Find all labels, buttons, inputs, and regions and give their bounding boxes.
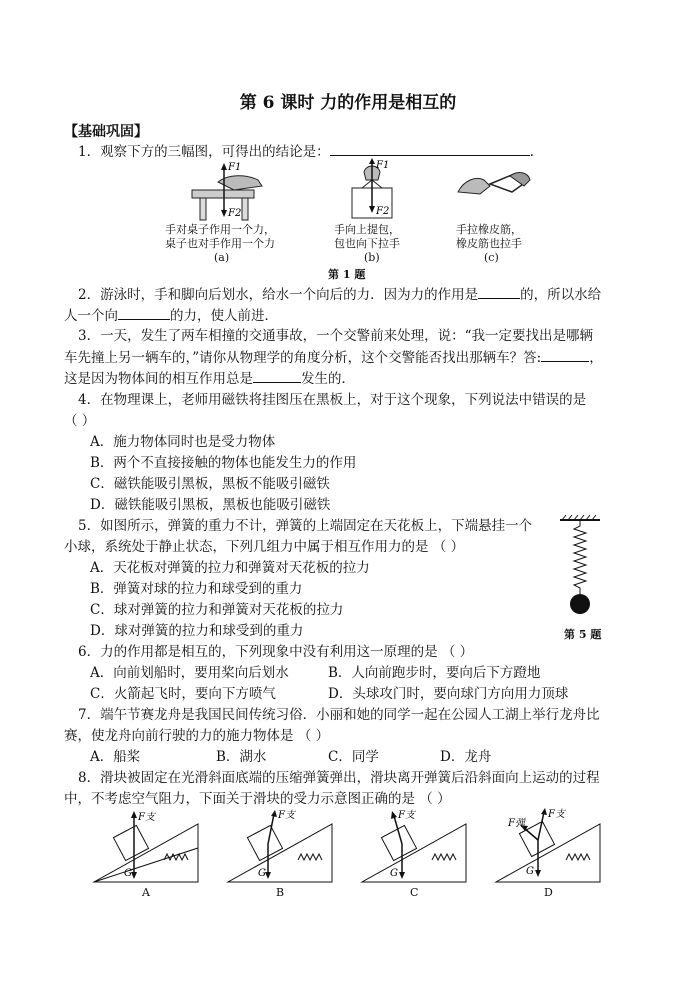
q3-text-c: 这是因为物体间的相互作用总是	[64, 371, 253, 387]
q1-caption-b	[334, 223, 400, 251]
q1-answer-blank[interactable]	[330, 141, 530, 156]
q3-text-d: 发生的．	[301, 371, 355, 387]
question-6-line-1: 6．力的作用都是相互的，下列现象中没有利用这一原理的是 （ ）	[78, 644, 474, 660]
q8-label-a: A	[142, 886, 150, 899]
q8d-g-label: G	[526, 866, 534, 877]
question-4-line-2: （ ）	[64, 413, 96, 429]
q2-text-c: 人一个向	[64, 308, 118, 324]
q6-option-a[interactable]: A．向前划船时，要用桨向后划水	[90, 665, 289, 681]
q8a-f-label: F支	[138, 812, 155, 823]
q5-option-d[interactable]: D．球对弹簧的拉力和球受到的重力	[90, 623, 304, 639]
q7-option-d[interactable]: D．龙舟	[440, 749, 492, 765]
q1c-cap-line2: 橡皮筋也拉手	[456, 237, 522, 250]
q1-figure-caption: 第 1 题	[328, 268, 366, 281]
q5-option-b[interactable]: B．弹簧对球的拉力和球受到的重力	[90, 581, 303, 597]
question-8-line-1: 8．滑块被固定在光滑斜面底端的压缩弹簧弹出，滑块离开弹簧后沿斜面向上运动的过程	[78, 770, 600, 786]
q1-end: .	[529, 144, 534, 160]
q4-option-d[interactable]: D．磁铁能吸引黑板，黑板也能吸引磁铁	[90, 497, 331, 513]
q1-label-a: (a)	[214, 251, 230, 264]
q3-blank-1[interactable]	[541, 347, 589, 362]
q1-figure-a	[188, 160, 268, 222]
q3-text-a: 车先撞上另一辆车的，”请你从物理学的角度分析，这个交警能否找出那辆车？答:	[64, 350, 542, 366]
q8-figure-b	[226, 808, 336, 888]
question-2-line-2	[64, 305, 278, 326]
q3-blank-2[interactable]	[253, 368, 301, 383]
q1-text: 1．观察下方的三幅图，可得出的结论是：	[78, 144, 330, 160]
q1-caption-c	[456, 223, 522, 251]
q8c-f-label: F支	[398, 810, 415, 821]
q1-figure-b	[342, 158, 404, 224]
q6-option-b[interactable]: B．人向前跑步时，要向后下方蹬地	[328, 665, 541, 681]
q3-text-b: ，	[589, 350, 603, 366]
page-title: 第 6 课时 力的作用是相互的	[239, 93, 457, 113]
question-2-line-1	[78, 284, 601, 305]
q5-figure-spring	[556, 514, 606, 624]
q2-text-d: 的力，使人前进．	[170, 308, 278, 324]
q2-text-b: 的，所以水给	[520, 287, 602, 303]
q1b-cap-line1: 手向上提包，	[334, 223, 400, 236]
question-1	[78, 141, 534, 162]
q7-option-b[interactable]: B．湖水	[216, 749, 267, 765]
q2-text-a: 2．游泳时，手和脚向后划水，给水一个向后的力．因为力的作用是	[78, 287, 479, 303]
q2-blank-1[interactable]	[478, 284, 520, 299]
q1a-f1: F1	[228, 162, 242, 173]
q1c-cap-line1: 手拉橡皮筋，	[456, 223, 522, 236]
q1a-f2: F2	[228, 208, 242, 219]
q8d-f-label: F支	[548, 809, 565, 820]
q4-option-c[interactable]: C．磁铁能吸引黑板，黑板不能吸引磁铁	[90, 476, 330, 492]
q8b-g-label: G	[258, 868, 266, 879]
q8-label-d: D	[544, 886, 553, 899]
question-3-line-2	[64, 347, 603, 368]
q2-blank-2[interactable]	[118, 305, 170, 320]
question-5-line-1: 5．如图所示，弹簧的重力不计，弹簧的上端固定在天花板上，下端悬挂一个	[78, 518, 533, 534]
q6-option-c[interactable]: C．火箭起飞时，要向下方喷气	[90, 686, 276, 702]
q1a-cap-line1: 手对桌子作用一个力，	[165, 223, 275, 236]
q4-option-a[interactable]: A．施力物体同时也是受力物体	[90, 434, 276, 450]
q5-figure-caption: 第 5 题	[564, 628, 602, 641]
q8-label-b: B	[276, 886, 285, 899]
q5-option-c[interactable]: C．球对弹簧的拉力和弹簧对天花板的拉力	[90, 602, 344, 618]
question-7-line-2: 赛，使龙舟向前行驶的力的施力物体是 （ ）	[64, 728, 330, 744]
q8-figure-d	[494, 808, 604, 888]
question-7-line-1: 7．端午节赛龙舟是我国民间传统习俗．小丽和她的同学一起在公园人工湖上举行龙舟比	[78, 707, 600, 723]
question-8-line-2: 中，不考虑空气阻力，下面关于滑块的受力示意图正确的是 （ ）	[64, 791, 451, 807]
question-5-line-2: 小球，系统处于静止状态，下列几组力中属于相互作用力的是 （ ）	[64, 539, 465, 555]
q6-option-d[interactable]: D．头球攻门时，要向球门方向用力顶球	[328, 686, 569, 702]
q1-label-c: (c)	[484, 251, 499, 264]
q1-figure-c	[454, 166, 534, 206]
q1b-f2: F2	[376, 206, 390, 217]
q8b-f-label: F支	[278, 810, 295, 821]
question-4-line-1: 4．在物理课上，老师用磁铁将挂图压在黑板上，对于这个现象，下列说法中错误的是	[78, 392, 587, 408]
q7-option-a[interactable]: A．船桨	[90, 749, 141, 765]
q8-figure-a	[92, 808, 202, 888]
q5-option-a[interactable]: A．天花板对弹簧的拉力和弹簧对天花板的拉力	[90, 560, 370, 576]
q1b-f1: F1	[376, 160, 390, 171]
q4-option-b[interactable]: B．两个不直接接触的物体也能发生力的作用	[90, 455, 357, 471]
q1-label-b: (b)	[364, 251, 380, 264]
q1b-cap-line2: 包也向下拉手	[334, 237, 400, 250]
q1a-cap-line2: 桌子也对手作用一个力	[165, 237, 275, 250]
section-heading: 【基础巩固】	[64, 124, 148, 140]
q8-figure-c	[360, 808, 470, 888]
q7-option-c[interactable]: C．同学	[328, 749, 379, 765]
q8-label-c: C	[410, 886, 419, 899]
question-3-line-1: 3．一天，发生了两车相撞的交通事故，一个交警前来处理，说：“我一定要找出是哪辆	[78, 328, 593, 344]
q8c-g-label: G	[390, 868, 398, 879]
question-3-line-3	[64, 368, 355, 389]
q8a-g-label: G	[124, 868, 132, 879]
q1-caption-a	[165, 223, 275, 251]
q8d-f2-label: F弹	[508, 818, 525, 829]
